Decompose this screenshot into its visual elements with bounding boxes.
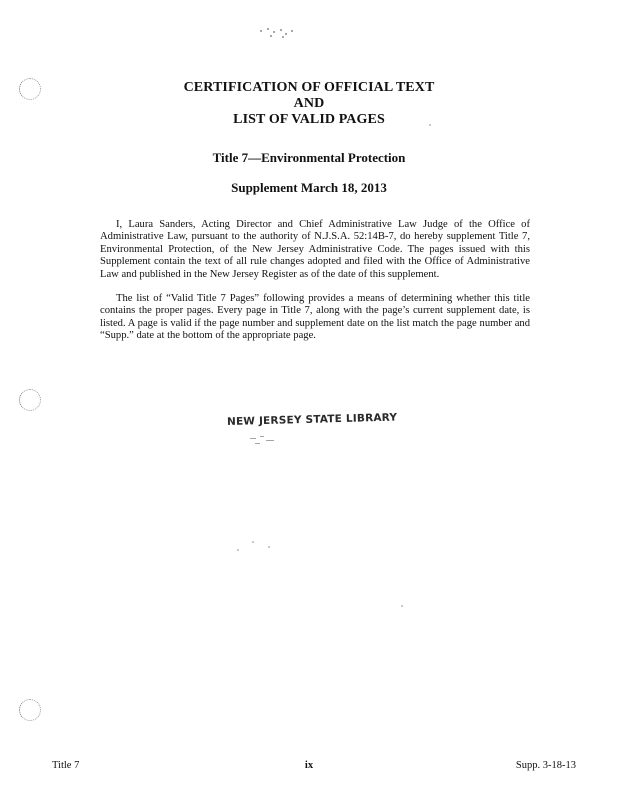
scan-dot — [401, 605, 403, 607]
title-subheading: Title 7—Environmental Protection — [212, 150, 406, 165]
footer-title: Title 7 — [52, 760, 80, 771]
supplement-date-heading: Supplement March 18, 2013 — [231, 180, 387, 195]
heading-line-3: LIST OF VALID PAGES — [233, 112, 385, 127]
library-stamp: NEW JERSEY STATE LIBRARY — [226, 411, 398, 428]
heading-line-1: CERTIFICATION OF OFFICIAL TEXT — [183, 80, 435, 95]
scan-dot — [237, 549, 239, 551]
punch-hole-bottom — [19, 699, 41, 721]
scan-dot — [429, 124, 431, 126]
heading-line-2: AND — [293, 96, 325, 111]
punch-hole-middle — [19, 389, 41, 411]
footer-page-number: ix — [304, 760, 314, 771]
scan-dot — [268, 546, 270, 548]
valid-pages-paragraph: The list of “Valid Title 7 Pages” following provides a means of determining whether this title contains the proper pages. Every page in Title 7, along with the page’s current supplement date, is listed. A page is valid if the page number and supplement date on the list match the page number and “Supp.” date at the bottom of the appropriate page. — [100, 293, 530, 342]
stamp-smudge — [250, 436, 278, 446]
scan-speckles — [258, 27, 298, 39]
certification-heading — [0, 80, 618, 128]
certification-paragraph: I, Laura Sanders, Acting Director and Chief Administrative Law Judge of the Office of Administrative Law, pursuant to the authority of N.J.S.A. 52:14B-7, do hereby supplement Title 7, Environmental Protection, of the New Jersey Administrative Code. The pages issued with this Supplement contain the text of all rule changes adopted and filed with the Office of Administrative Law and published in the New Jersey Register as of the date of this supplement. — [100, 219, 530, 280]
scan-dot — [252, 541, 254, 543]
footer-supplement-date: Supp. 3-18-13 — [515, 760, 576, 771]
